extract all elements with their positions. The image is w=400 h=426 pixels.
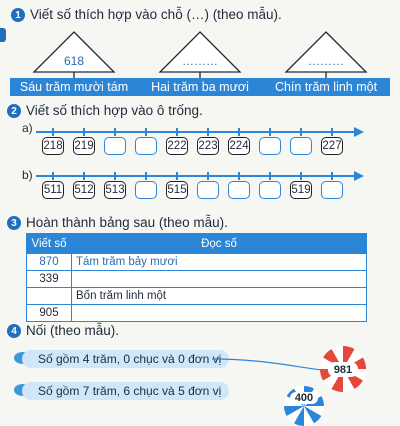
number-box: 224 (228, 137, 250, 155)
exercise-2-title: Viết số thích hợp vào ô trống. (26, 103, 203, 118)
triangle-label-3: Chín trăm linh một (262, 78, 390, 96)
match-item-1[interactable]: Số gồm 4 trăm, 0 chục và 0 đơn vị (22, 350, 229, 368)
header-write-number: Viết số (27, 234, 72, 254)
ring-number-1[interactable]: 981 (328, 362, 358, 377)
match-item-2[interactable]: Số gồm 7 trăm, 6 chục và 5 đơn vị (22, 382, 229, 400)
cell-number: 339 (27, 271, 72, 288)
exercise-3-number: 3 (7, 216, 21, 230)
row-b-label: b) (22, 168, 33, 182)
exercise-1-number: 1 (11, 8, 25, 22)
triangle-blank-2[interactable]: ……… (182, 54, 218, 68)
ring-number-2[interactable]: 400 (290, 392, 318, 404)
number-box: 218 (42, 137, 64, 155)
exercise-1-title: Viết số thích hợp vào chỗ (…) (theo mẫu). (30, 7, 282, 22)
exercise-4-title: Nối (theo mẫu). (26, 323, 120, 338)
header-read-number: Đọc số (72, 234, 367, 254)
cell-reading: Tám trăm bảy mươi (72, 254, 367, 271)
exercise-2-number: 2 (7, 104, 21, 118)
number-box: 222 (166, 137, 188, 155)
number-box: 219 (73, 137, 95, 155)
number-box: 223 (197, 137, 219, 155)
match-line (212, 359, 322, 370)
row-a-label: a) (22, 121, 33, 135)
number-box: 512 (73, 181, 95, 199)
triangle-label-1: Sáu trăm mười tám (10, 78, 138, 96)
exercise-4-number: 4 (7, 324, 21, 338)
cell-reading: Bốn trăm linh một (72, 288, 367, 305)
number-box: 227 (321, 137, 343, 155)
cell-number: 870 (27, 254, 72, 271)
number-box: 511 (42, 181, 64, 199)
cell-number: 905 (27, 305, 72, 322)
number-box: 515 (166, 181, 188, 199)
triangle-blank-3[interactable]: ……… (308, 54, 344, 68)
number-box: 519 (290, 181, 312, 199)
exercise-3-title: Hoàn thành bảng sau (theo mẫu). (26, 215, 228, 230)
triangle-number-1: 618 (63, 54, 85, 68)
number-box: 513 (104, 181, 126, 199)
triangle-label-2: Hai trăm ba mươi (136, 78, 264, 96)
